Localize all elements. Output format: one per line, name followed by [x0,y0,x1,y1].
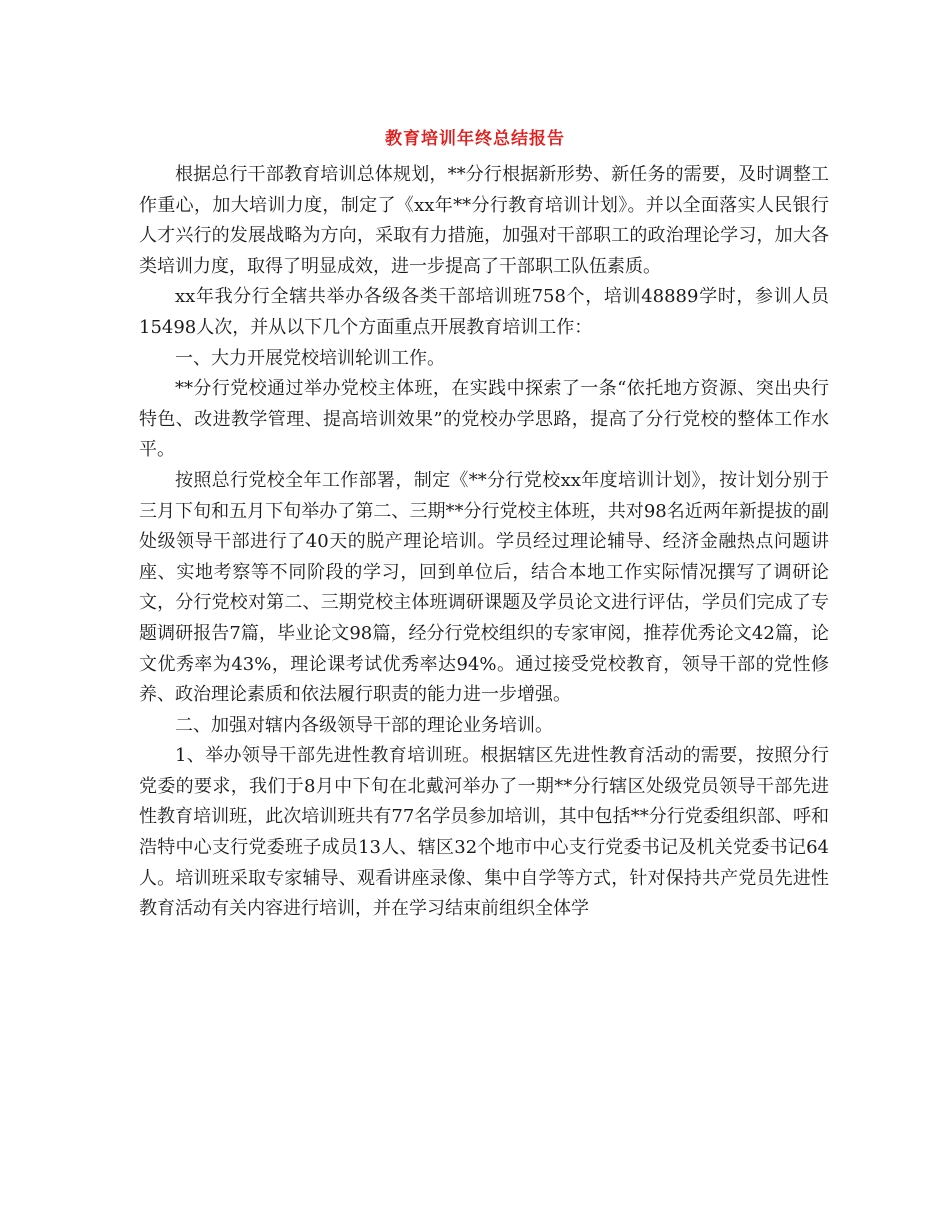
document-title: 教育培训年终总结报告 [385,129,565,149]
document-body [139,160,829,925]
section-heading: 一、大力开展党校培训轮训工作。 [175,347,445,369]
paragraph: 按照总行党校全年工作部署，制定《**分行党校xx年度培训计划》，按计划分别于三月下旬和五月下旬举办了第二、三期**分行党校主体班，共对98名近两年新提拔的副处级领导干部进行了40天的脱产理论培训。学员经过理论辅导、经济金融热点问题讲座、实地考察等不同阶段的学习，回到单位后，结合本地工作实际情况撰写了调研论文，分行党校对第二、三期党校主体班调研课题及学员论文进行评估，学员们完成了专题调研报告7篇，毕业论文98篇，经分行党校组织的专家审阅，推荐优秀论文42篇，论文优秀率为43%，理论课考试优秀率达94%。通过接受党校教育，领导干部的党性修养、政治理论素质和依法履行职责的能力进一步增强。 [139,469,829,706]
paragraph: xx年我分行全辖共举办各级各类干部培训班758个，培训48889学时，参训人员15498人次，并从以下几个方面重点开展教育培训工作： [139,286,829,338]
paragraph: 1、举办领导干部先进性教育培训班。根据辖区先进性教育活动的需要，按照分行党委的要求，我们于8月中下旬在北戴河举办了一期**分行辖区处级党员领导干部先进性教育培训班，此次培训班共有77名学员参加培训，其中包括**分行党委组织部、呼和浩特中心支行党委班子成员13人、辖区32个地市中心支行党委书记及机关党委书记64人。培训班采取专家辅导、观看讲座录像、集中自学等方式，针对保持共产党员先进性教育活动有关内容进行培训，并在学习结束前组织全体学 [139,745,829,920]
paragraph: 根据总行干部教育培训总体规划，**分行根据新形势、新任务的需要，及时调整工作重心，加大培训力度，制定了《xx年**分行教育培训计划》。并以全面落实人民银行人才兴行的发展战略为方向，采取有力措施，加强对干部职工的政治理论学习，加大各类培训力度，取得了明显成效，进一步提高了干部职工队伍素质。 [139,164,829,277]
section-heading: 二、加强对辖内各级领导干部的理论业务培训。 [175,714,553,736]
paragraph: **分行党校通过举办党校主体班，在实践中探索了一条“依托地方资源、突出央行特色、改进教学管理、提高培训效果”的党校办学思路，提高了分行党校的整体工作水平。 [139,378,829,461]
